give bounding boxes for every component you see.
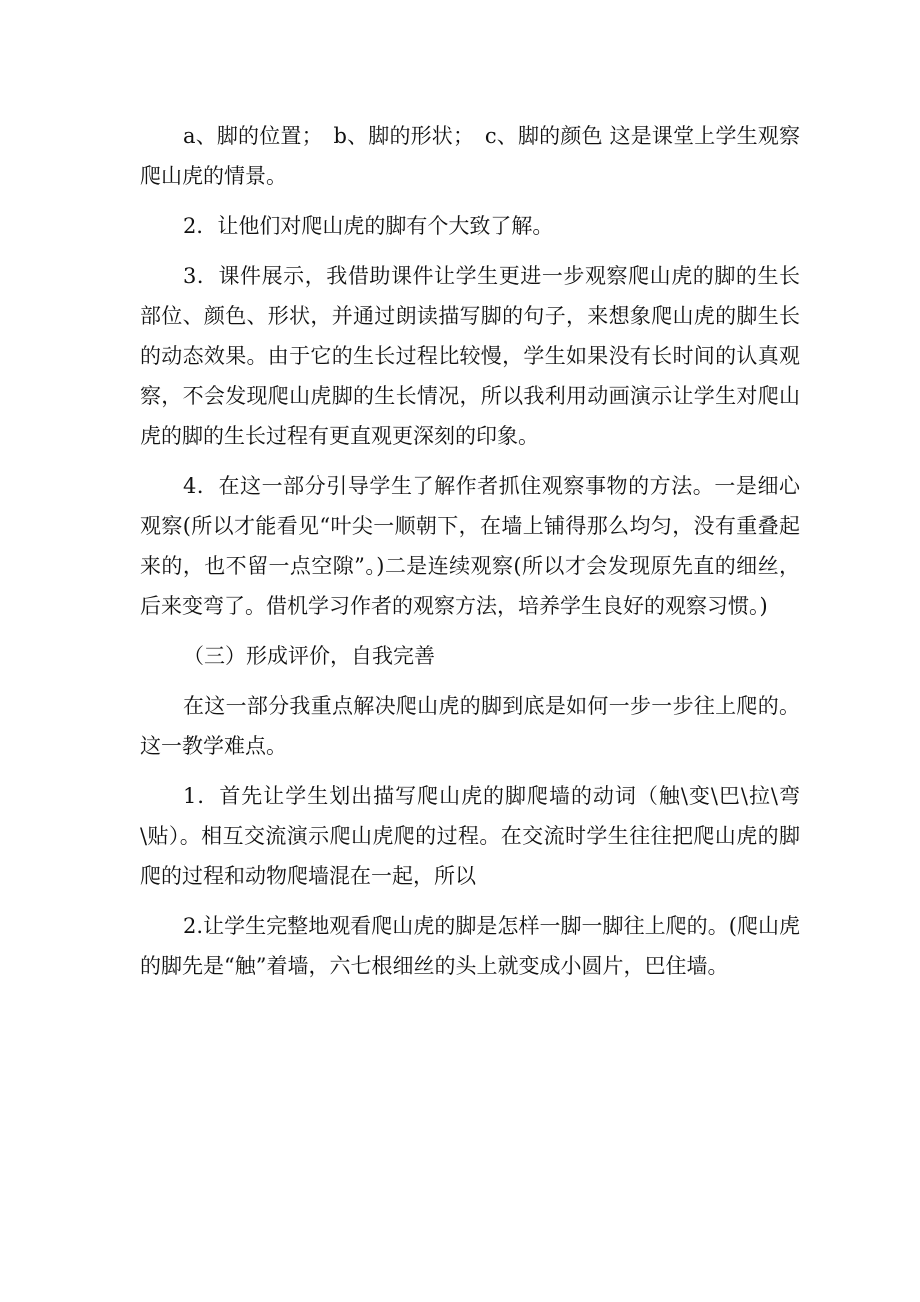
paragraph-step-1-verbs: 1．首先让学生划出描写爬山虎的脚爬墙的动词（触\变\巴\拉\弯\贴）。相互交流演示爬山虎爬的过程。在交流时学生往往把爬山虎的脚爬的过程和动物爬墙混在一起，所以: [140, 784, 800, 888]
section-heading-evaluation: （三）形成评价，自我完善: [183, 644, 435, 668]
paragraph-step-4: 4．在这一部分引导学生了解作者抓住观察事物的方法。一是细心观察(所以才能看见“叶尖一顺朝下，在墙上铺得那么均匀，没有重叠起来的，也不留一点空隙”。)二是连续观察(所以才会发现原先直的细丝，后来变弯了。借机学习作者的观察方法，培养学生良好的观察习惯。): [140, 474, 800, 618]
document-body: [140, 116, 800, 996]
paragraph-step-2: 2．让他们对爬山虎的脚有个大致了解。: [183, 214, 554, 238]
paragraph-observation-points: a、脚的位置； b、脚的形状； c、脚的颜色 这是课堂上学生观察爬山虎的情景。: [140, 124, 800, 188]
paragraph-step-2-watch: 2.让学生完整地观看爬山虎的脚是怎样一脚一脚往上爬的。(爬山虎的脚先是“触”着墙，六七根细丝的头上就变成小圆片，巴住墙。: [140, 914, 800, 978]
paragraph-step-3: 3．课件展示，我借助课件让学生更进一步观察爬山虎的脚的生长部位、颜色、形状，并通过朗读描写脚的句子，来想象爬山虎的脚生长的动态效果。由于它的生长过程比较慢，学生如果没有长时间的认真观察，不会发现爬山虎脚的生长情况，所以我利用动画演示让学生对爬山虎的脚的生长过程有更直观更深刻的印象。: [140, 264, 800, 448]
paragraph-key-difficulty: 在这一部分我重点解决爬山虎的脚到底是如何一步一步往上爬的。这一教学难点。: [140, 694, 800, 758]
